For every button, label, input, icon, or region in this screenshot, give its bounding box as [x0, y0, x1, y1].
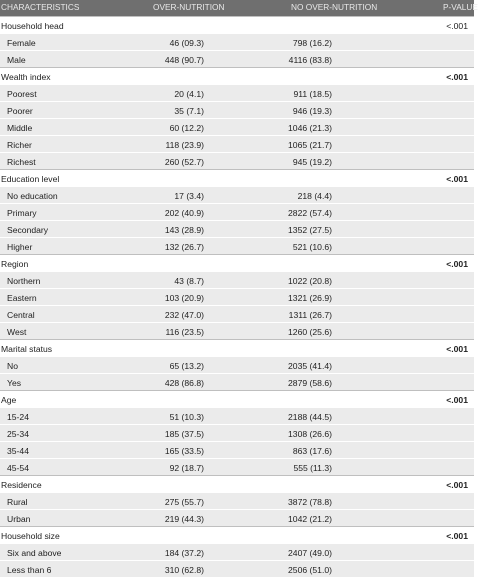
- category-label: Education level: [1, 174, 60, 184]
- over-nutrition-value: 202 (40.9): [164, 208, 204, 218]
- table-row: [0, 152, 474, 169]
- table-row: [0, 288, 474, 305]
- category-row: [0, 16, 474, 33]
- over-nutrition-value: 310 (62.8): [164, 565, 204, 575]
- subcategory-label: Poorest: [7, 89, 37, 99]
- no-over-nutrition-value: 1352 (27.5): [288, 225, 332, 235]
- over-nutrition-value: 92 (18.7): [169, 463, 204, 473]
- subcategory-label: 15-24: [7, 412, 29, 422]
- table-body: [0, 16, 474, 577]
- subcategory-label: No education: [7, 191, 58, 201]
- table-row: [0, 543, 474, 560]
- category-row: [0, 254, 474, 271]
- no-over-nutrition-value: 1311 (26.7): [288, 310, 332, 320]
- over-nutrition-value: 43 (8.7): [174, 276, 204, 286]
- table-row: [0, 186, 474, 203]
- subcategory-label: 35-44: [7, 446, 29, 456]
- over-nutrition-value: 260 (52.7): [164, 157, 204, 167]
- over-nutrition-value: 51 (10.3): [169, 412, 204, 422]
- category-label: Marital status: [1, 344, 53, 354]
- table-row: [0, 509, 474, 526]
- table-row: [0, 135, 474, 152]
- over-nutrition-value: 65 (13.2): [169, 361, 204, 371]
- no-over-nutrition-value: 1260 (25.6): [288, 327, 332, 337]
- over-nutrition-value: 275 (55.7): [164, 497, 204, 507]
- category-label: Wealth index: [1, 72, 51, 82]
- subcategory-label: Central: [7, 310, 35, 320]
- table-row: [0, 203, 474, 220]
- p-value: <.001: [446, 531, 468, 541]
- over-nutrition-value: 118 (23.9): [165, 140, 204, 150]
- no-over-nutrition-value: 2879 (58.6): [288, 378, 332, 388]
- no-over-nutrition-value: 2407 (49.0): [288, 548, 332, 558]
- category-row: [0, 169, 474, 186]
- subcategory-label: 25-34: [7, 429, 29, 439]
- over-nutrition-value: 132 (26.7): [164, 242, 204, 252]
- no-over-nutrition-value: 2188 (44.5): [288, 412, 332, 422]
- table-row: [0, 237, 474, 254]
- table-row: [0, 441, 474, 458]
- no-over-nutrition-value: 555 (11.3): [293, 463, 332, 473]
- p-value: <.001: [446, 259, 468, 269]
- table-row: [0, 220, 474, 237]
- table-row: [0, 33, 474, 50]
- table-row: [0, 407, 474, 424]
- subcategory-label: West: [7, 327, 27, 337]
- no-over-nutrition-value: 1308 (26.6): [288, 429, 332, 439]
- table-row: [0, 101, 474, 118]
- no-over-nutrition-value: 3872 (78.8): [288, 497, 332, 507]
- category-label: Age: [1, 395, 17, 405]
- category-label: Region: [1, 259, 29, 269]
- no-over-nutrition-value: 1321 (26.9): [288, 293, 332, 303]
- over-nutrition-value: 165 (33.5): [164, 446, 204, 456]
- table-row: [0, 271, 474, 288]
- no-over-nutrition-value: 945 (19.2): [292, 157, 332, 167]
- table-row: [0, 50, 474, 67]
- subcategory-label: Eastern: [7, 293, 37, 303]
- no-over-nutrition-value: 4116 (83.8): [288, 55, 332, 65]
- subcategory-label: Rural: [7, 497, 28, 507]
- subcategory-label: Urban: [7, 514, 31, 524]
- over-nutrition-value: 185 (37.5): [164, 429, 204, 439]
- subcategory-label: Yes: [7, 378, 22, 388]
- p-value: <.001: [446, 72, 468, 82]
- no-over-nutrition-value: 1046 (21.3): [288, 123, 332, 133]
- no-over-nutrition-value: 2822 (57.4): [288, 208, 332, 218]
- p-value: <.001: [446, 395, 468, 405]
- category-label: Residence: [1, 480, 42, 490]
- subcategory-label: 45-54: [7, 463, 29, 473]
- header-no-over-nutrition: NO OVER-NUTRITION: [291, 2, 378, 12]
- category-row: [0, 67, 474, 84]
- no-over-nutrition-value: 1022 (20.8): [288, 276, 332, 286]
- p-value: <.001: [446, 480, 468, 490]
- over-nutrition-value: 143 (28.9): [164, 225, 204, 235]
- table-row: [0, 424, 474, 441]
- category-label: Household head: [1, 21, 64, 31]
- category-row: [0, 390, 474, 407]
- p-value: <.001: [446, 344, 468, 354]
- subcategory-label: Richest: [7, 157, 36, 167]
- header-characteristics: CHARACTERISTICS: [1, 2, 80, 12]
- table-row: [0, 560, 474, 577]
- no-over-nutrition-value: 1042 (21.2): [288, 514, 332, 524]
- over-nutrition-value: 17 (3.4): [174, 191, 204, 201]
- subcategory-label: Middle: [7, 123, 33, 133]
- table-header: [0, 0, 478, 16]
- table-row: [0, 322, 474, 339]
- subcategory-label: Poorer: [7, 106, 33, 116]
- table-row: [0, 458, 474, 475]
- p-value: <.001: [446, 174, 468, 184]
- over-nutrition-value: 448 (90.7): [164, 55, 204, 65]
- header-p-value: P-VALUE: [443, 2, 478, 12]
- over-nutrition-value: 60 (12.2): [169, 123, 204, 133]
- table-row: [0, 118, 474, 135]
- table-row: [0, 356, 474, 373]
- subcategory-label: Secondary: [7, 225, 49, 235]
- subcategory-label: No: [7, 361, 18, 371]
- over-nutrition-value: 46 (09.3): [169, 38, 204, 48]
- subcategory-label: Higher: [7, 242, 33, 252]
- table-row: [0, 305, 474, 322]
- no-over-nutrition-value: 863 (17.6): [292, 446, 332, 456]
- subcategory-label: Six and above: [7, 548, 62, 558]
- over-nutrition-value: 103 (20.9): [164, 293, 204, 303]
- over-nutrition-value: 35 (7.1): [174, 106, 204, 116]
- table-row: [0, 492, 474, 509]
- table-row: [0, 84, 474, 101]
- no-over-nutrition-value: 946 (19.3): [292, 106, 332, 116]
- subcategory-label: Less than 6: [7, 565, 52, 575]
- no-over-nutrition-value: 218 (4.4): [297, 191, 332, 201]
- subcategory-label: Primary: [7, 208, 37, 218]
- over-nutrition-value: 116 (23.5): [165, 327, 204, 337]
- no-over-nutrition-value: 798 (16.2): [292, 38, 332, 48]
- subcategory-label: Female: [7, 38, 36, 48]
- no-over-nutrition-value: 2506 (51.0): [288, 565, 332, 575]
- over-nutrition-value: 184 (37.2): [164, 548, 204, 558]
- no-over-nutrition-value: 2035 (41.4): [288, 361, 332, 371]
- category-label: Household size: [1, 531, 60, 541]
- category-row: [0, 339, 474, 356]
- over-nutrition-value: 20 (4.1): [174, 89, 204, 99]
- over-nutrition-value: 428 (86.8): [164, 378, 204, 388]
- no-over-nutrition-value: 1065 (21.7): [288, 140, 332, 150]
- subcategory-label: Richer: [7, 140, 32, 150]
- over-nutrition-value: 219 (44.3): [164, 514, 204, 524]
- table-row: [0, 373, 474, 390]
- subcategory-label: Male: [7, 55, 26, 65]
- subcategory-label: Northern: [7, 276, 41, 286]
- header-over-nutrition: OVER-NUTRITION: [153, 2, 225, 12]
- no-over-nutrition-value: 521 (10.6): [292, 242, 332, 252]
- category-row: [0, 526, 474, 543]
- no-over-nutrition-value: 911 (18.5): [293, 89, 332, 99]
- category-row: [0, 475, 474, 492]
- p-value: <.001: [446, 21, 468, 31]
- over-nutrition-value: 232 (47.0): [164, 310, 204, 320]
